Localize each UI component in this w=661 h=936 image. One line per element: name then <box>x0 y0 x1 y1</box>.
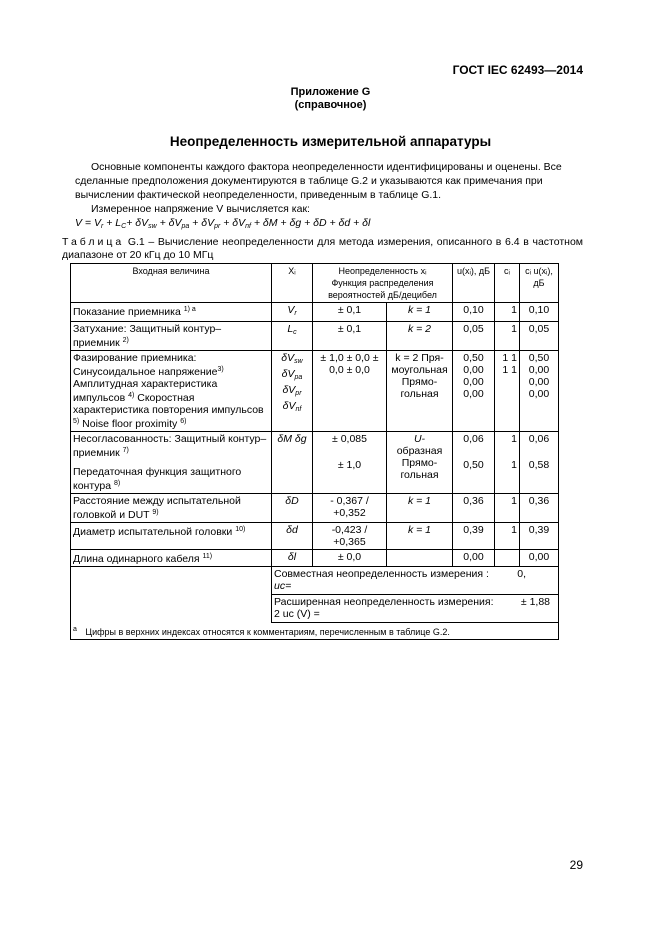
row-value: ± 0,0 <box>313 550 387 567</box>
page-number: 29 <box>569 858 583 872</box>
row-u: 0,05 <box>453 322 495 351</box>
row-symbol: δM δg <box>272 432 313 494</box>
intro-p2: Измеренное напряжение V вычисляется как: <box>91 203 310 215</box>
row-name: Показание приемника $^{1) a}$ <box>71 303 272 322</box>
row-value: ± 0,085 ± 1,0 <box>313 432 387 494</box>
row-value: - 0,367 / +0,352 <box>313 494 387 523</box>
row-c: 1 1 1 1 <box>495 351 520 432</box>
combined-value: 0, <box>517 568 527 580</box>
row-value: ± 0,1 <box>313 303 387 322</box>
row-symbol: δl <box>272 550 313 567</box>
table-caption <box>62 236 583 262</box>
expanded-cell <box>272 595 559 623</box>
table-row <box>71 523 559 550</box>
header-ciuxi: cᵢ u(xᵢ), дБ <box>520 264 559 303</box>
row-symbol: $\delta V_{sw}$ $\delta V_{pa}$ $\delta V_{pr}$ $\delta V_{nf}$ <box>272 351 313 432</box>
row-symbol: δd <box>272 523 313 550</box>
expanded-label: Расширенная неопределенность измерения: <box>274 596 494 608</box>
row-u: 0,10 <box>453 303 495 322</box>
row-symbol: $V_r$ <box>272 303 313 322</box>
row-cu: 0,10 <box>520 303 559 322</box>
intro-paragraph <box>75 160 583 234</box>
footnote-mark: a <box>73 626 77 633</box>
row-name: Фазирование приемника: Синусоидальное напряжение$^{3)}$ Амплитудная характеристика импульсов $^{4)}$ Скоростная характеристика повторения импульсов $^{5)}$ Noise floor proximity $^{6)}$ <box>71 351 272 432</box>
row-value: ± 0,1 <box>313 322 387 351</box>
row-cu: 0,39 <box>520 523 559 550</box>
row-symbol: $L_c$ <box>272 322 313 351</box>
combined-symbol: uc= <box>274 580 292 592</box>
row-name: Затухание: Защитный контур– приемник $^{2)}$ <box>71 322 272 351</box>
row-u: 0,39 <box>453 523 495 550</box>
row-cu: 0,36 <box>520 494 559 523</box>
row-cu: 0,50 0,00 0,00 0,00 <box>520 351 559 432</box>
row-dist: k = 1 <box>387 303 453 322</box>
appendix-subtitle: (справочное) <box>294 99 367 111</box>
expanded-symbol: 2 uc (V) = <box>274 608 320 620</box>
expanded-row <box>71 595 559 623</box>
table-row <box>71 432 559 494</box>
row-u: 0,36 <box>453 494 495 523</box>
header-xi: Xᵢ <box>272 264 313 303</box>
row-name: Расстояние между испытательной головкой и DUT $^{9)}$ <box>71 494 272 523</box>
row-dist: k = 1 <box>387 494 453 523</box>
caption-text: G.1 – Вычисление неопределенности для метода измерения, описанного в 6.4 в частотном диапазоне от 20 кГц до 10 МГц <box>62 236 583 261</box>
table-row <box>71 303 559 322</box>
header-uncertainty-l1: Неопределенность xᵢ <box>338 266 427 276</box>
header-ci: cᵢ <box>495 264 520 303</box>
row-symbol: δD <box>272 494 313 523</box>
row-c: 1 <box>495 322 520 351</box>
row-u: 0,00 <box>453 550 495 567</box>
expanded-empty <box>71 595 272 623</box>
row-u: 0,50 0,00 0,00 0,00 <box>453 351 495 432</box>
row-dist: k = 1 <box>387 523 453 550</box>
header-uncertainty-l2: Функция распределения вероятностей дБ/децибел <box>328 278 437 300</box>
combined-empty <box>71 567 272 595</box>
intro-p1: Основные компоненты каждого фактора неопределенности идентифицированы и оценены. Все сделанные предположения документируются в таблице G.2 и указываются как примечания при вычислении фактической неопределенности, приведенным в таблице G.1. <box>75 161 562 201</box>
header-uncertainty <box>313 264 453 303</box>
row-value: -0,423 / +0,365 <box>313 523 387 550</box>
combined-label: Совместная неопределенность измерения : <box>274 568 489 580</box>
row-c: 1 <box>495 523 520 550</box>
combined-cell <box>272 567 559 595</box>
uncertainty-table-body <box>70 263 559 640</box>
row-dist: k = 2 Пря- моугольная Прямо- гольная <box>387 351 453 432</box>
row-cu: 0,00 <box>520 550 559 567</box>
row-cu: 0,05 <box>520 322 559 351</box>
section-title: Неопределенность измерительной аппаратуры <box>169 134 492 149</box>
header-uxi: u(xᵢ), дБ <box>453 264 495 303</box>
document-code: ГОСТ IEC 62493—2014 <box>452 63 583 77</box>
row-c <box>495 550 520 567</box>
row-dist: U- образная Прямо- гольная <box>387 432 453 494</box>
footnote-text: Цифры в верхних индексах относятся к комментариям, перечисленным в таблице G.2. <box>85 627 450 637</box>
row-c: 1 1 <box>495 432 520 494</box>
caption-prefix: Таблица <box>62 236 125 248</box>
combined-row <box>71 567 559 595</box>
row-dist <box>387 550 453 567</box>
row-name: Несогласованность: Защитный контур– приемник $^{7)}$ Передаточная функция защитного контура $^{8)}$ <box>71 432 272 494</box>
row-c: 1 <box>495 303 520 322</box>
footnote-row <box>71 623 559 640</box>
table-row <box>71 550 559 567</box>
row-u: 0,06 0,50 <box>453 432 495 494</box>
expanded-value: ± 1,88 <box>520 596 551 608</box>
appendix-title: Приложение G <box>290 86 371 98</box>
table-row <box>71 322 559 351</box>
table-header-row <box>71 264 559 303</box>
table-row <box>71 351 559 432</box>
row-value: ± 1,0 ± 0,0 ± 0,0 ± 0,0 <box>313 351 387 432</box>
row-dist: k = 2 <box>387 322 453 351</box>
table-row <box>71 494 559 523</box>
row-name: Длина одинарного кабеля $^{11)}$ <box>71 550 272 567</box>
row-c: 1 <box>495 494 520 523</box>
footnote-cell <box>71 623 559 640</box>
row-cu: 0,06 0,58 <box>520 432 559 494</box>
row-name: Диаметр испытательной головки $^{10)}$ <box>71 523 272 550</box>
header-input: Входная величина <box>71 264 272 303</box>
voltage-formula: $V = V_r + L_C+ \delta V_{sw} + \delta V_{pa} + \delta V_{pr} + \delta V_{nf} + \delta M + \delta g + \delta D + \delta d + \delta l$ <box>75 217 371 230</box>
